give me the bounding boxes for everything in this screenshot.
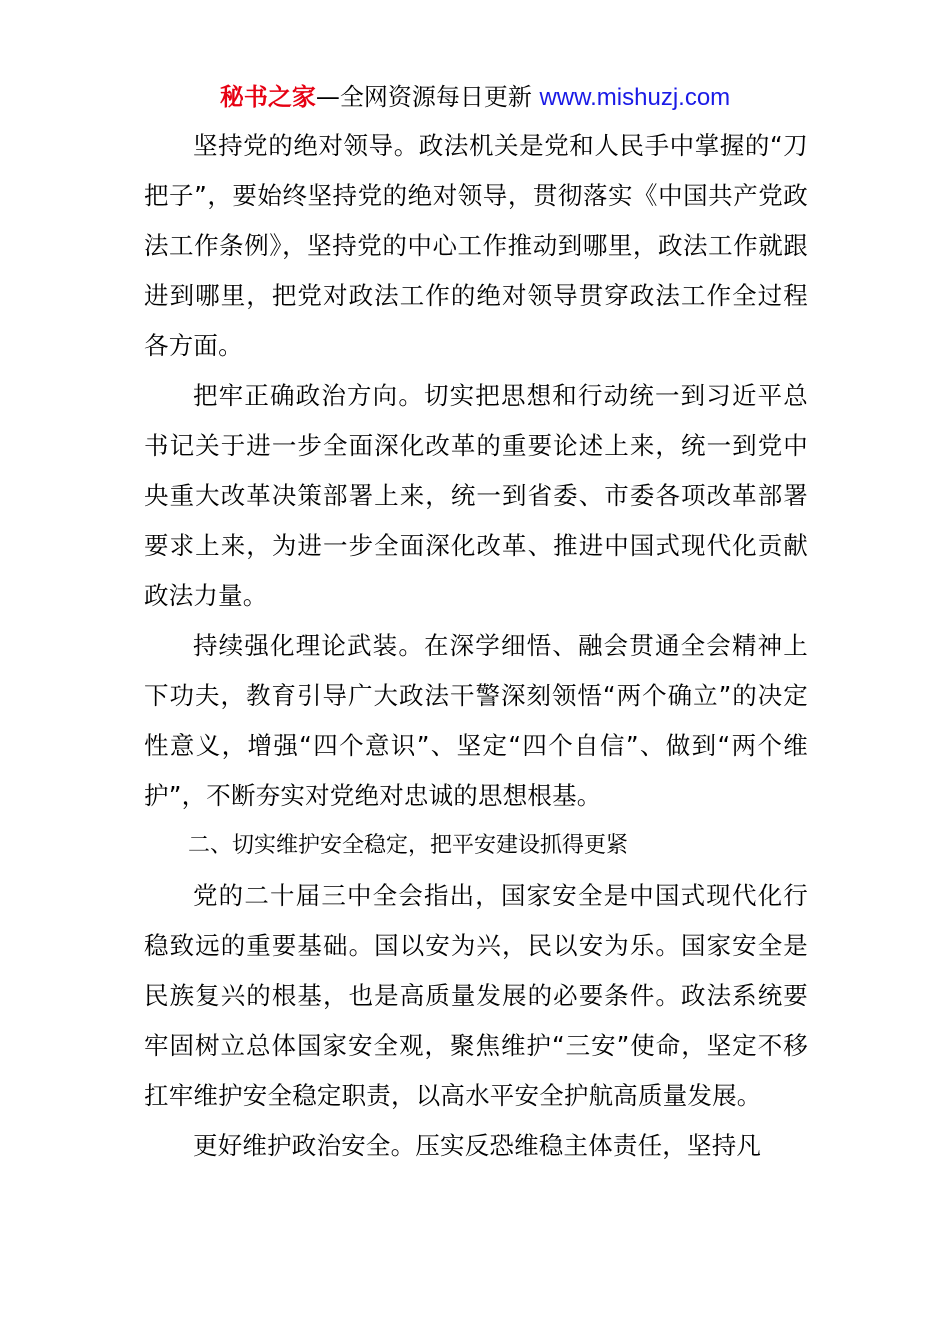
site-url-link[interactable]: www.mishuzj.com [539, 84, 731, 111]
document-body [144, 121, 808, 1171]
paragraph-party-leadership: 坚持党的绝对领导。政法机关是党和人民手中掌握的“刀把子”，要始终坚持党的绝对领导，贯彻落实《中国共产党政法工作条例》，坚持党的中心工作推动到哪里，政法工作就跟进到哪里，把党对政法工作的绝对领导贯穿政法工作全过程各方面。 [144, 131, 808, 360]
paragraph-theory-armament: 持续强化理论武装。在深学细悟、融会贯通全会精神上下功夫，教育引导广大政法干警深刻领悟“两个确立”的决定性意义，增强“四个意识”、坚定“四个自信”、做到“两个维护”，不断夯实对党绝对忠诚的思想根基。 [144, 631, 808, 810]
page-header [0, 80, 950, 115]
header-tagline: —全网资源每日更新 [315, 83, 532, 111]
paragraph-political-direction: 把牢正确政治方向。切实把思想和行动统一到习近平总书记关于进一步全面深化改革的重要论述上来，统一到党中央重大改革决策部署上来，统一到省委、市委各项改革部署要求上来，为进一步全面深化改革、推进中国式现代化贡献政法力量。 [144, 381, 808, 610]
brand-name: 秘书之家 [219, 83, 316, 111]
paragraph-political-security: 更好维护政治安全。压实反恐维稳主体责任，坚持凡 [193, 1131, 762, 1160]
paragraph-national-security: 党的二十届三中全会指出，国家安全是中国式现代化行稳致远的重要基础。国以安为兴，民以安为乐。国家安全是民族复兴的根基，也是高质量发展的必要条件。政法系统要牢固树立总体国家安全观，聚焦维护“三安”使命，坚定不移扛牢维护安全稳定职责，以高水平安全护航高质量发展。 [144, 881, 808, 1110]
section-heading: 二、切实维护安全稳定，把平安建设抓得更紧 [188, 833, 629, 858]
